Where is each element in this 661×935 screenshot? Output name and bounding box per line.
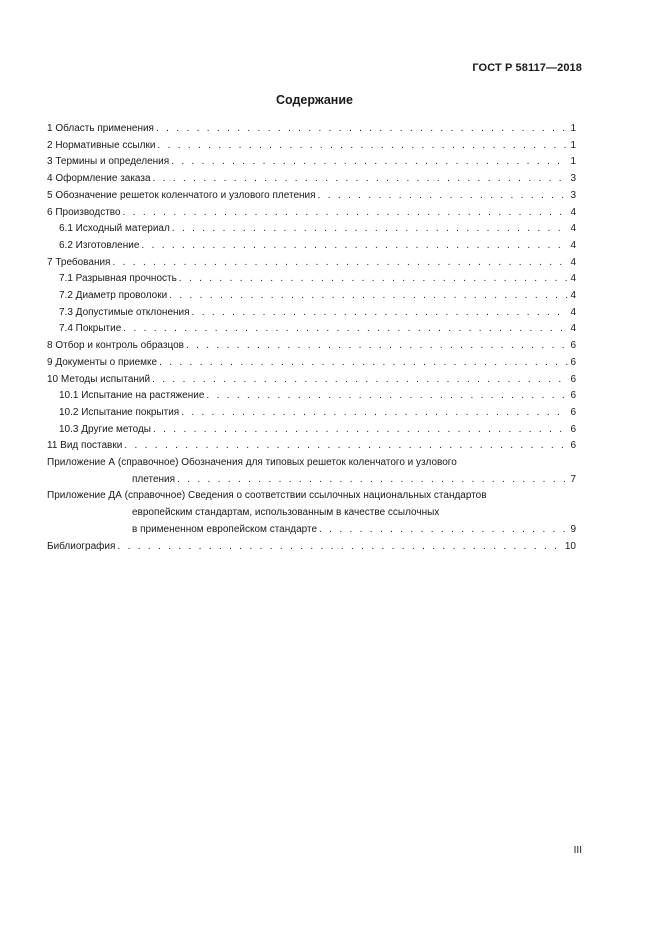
toc-entry-page: 6 — [570, 356, 576, 368]
toc-entry-label: 5 Обозначение решеток коленчатого и узлового плетения — [47, 189, 316, 201]
toc-entry-label: 10.1 Испытание на растяжение — [59, 390, 205, 402]
toc-entry-page: 4 — [570, 290, 576, 302]
toc-entry-label: 10.3 Другие методы — [59, 423, 151, 435]
toc-leader-dots — [319, 522, 568, 539]
toc-leader-dots — [117, 539, 562, 556]
header-standard-code: ГОСТ Р 58117—2018 — [472, 62, 582, 74]
toc-entry-label: Приложение ДА (справочное) Сведения о соответствии ссылочных национальных стандартов — [47, 490, 487, 502]
toc-leader-dots — [179, 271, 569, 288]
toc-entry-page: 4 — [570, 256, 576, 268]
toc-entry-bibliography[interactable] — [47, 539, 576, 556]
toc-entry-page: 7 — [570, 473, 576, 485]
toc-entry-label: 7.3 Допустимые отклонения — [59, 306, 190, 318]
toc-entry-page: 4 — [570, 223, 576, 235]
toc-entry-label: 4 Оформление заказа — [47, 173, 151, 185]
toc-entry[interactable] — [47, 355, 576, 372]
toc-title: Содержание — [275, 93, 353, 107]
toc-entry-label: 8 Отбор и контроль образцов — [47, 340, 184, 352]
toc-entry[interactable] — [47, 372, 576, 389]
toc-leader-dots — [123, 205, 569, 222]
toc-entry[interactable] — [47, 338, 576, 355]
toc-entry-page: 3 — [570, 173, 576, 185]
toc-entry[interactable] — [47, 238, 576, 255]
toc-entry[interactable] — [47, 388, 576, 405]
toc-entry-label: Приложение А (справочное) Обозначения для типовых решеток коленчатого и узлового — [47, 457, 457, 469]
toc-entry-page: 6 — [570, 340, 576, 352]
toc-entry-label: 3 Термины и определения — [47, 156, 170, 168]
toc-entry-label: 7 Требования — [47, 256, 111, 268]
toc-leader-dots — [124, 438, 568, 455]
toc-entry[interactable] — [47, 422, 576, 439]
toc-leader-dots — [177, 472, 568, 489]
toc-leader-dots — [181, 405, 568, 422]
toc-entry[interactable] — [47, 188, 576, 205]
toc-entry[interactable] — [47, 305, 576, 322]
toc-entry-page: 6 — [570, 440, 576, 452]
toc-entry-page: 6 — [570, 406, 576, 418]
toc-entry-page: 1 — [570, 156, 576, 168]
toc-entry-label: 7.1 Разрывная прочность — [59, 273, 177, 285]
toc-entry-label: 9 Документы о приемке — [47, 356, 158, 368]
toc-entry-appendix-a[interactable] — [47, 455, 576, 488]
toc-leader-dots — [141, 238, 568, 255]
toc-entry-label: 6 Производство — [47, 206, 121, 218]
toc-entry-appendix-da[interactable] — [47, 488, 576, 538]
toc-entry-label: 1 Область применения — [47, 123, 154, 134]
toc-entry-page: 3 — [570, 189, 576, 201]
toc-leader-dots — [169, 288, 568, 305]
toc-entry-page: 6 — [570, 373, 576, 385]
toc-entry-page: 4 — [570, 206, 576, 218]
toc-entry[interactable] — [47, 271, 576, 288]
toc-entry-page: 4 — [570, 306, 576, 318]
toc-entry-label: 11 Вид поставки — [47, 440, 123, 452]
toc-entry-label: 2 Нормативные ссылки — [47, 139, 156, 151]
toc-leader-dots — [157, 138, 568, 155]
toc-entry-label: европейским стандартам, использованным в качестве ссылочных — [132, 507, 440, 519]
toc-entry-label: 10.2 Испытание покрытия — [59, 406, 180, 418]
toc-leader-dots — [123, 321, 568, 338]
toc-entry[interactable] — [47, 288, 576, 305]
toc-leader-dots — [159, 355, 568, 372]
toc-entry[interactable] — [47, 154, 576, 171]
toc-entry-label: 6.1 Исходный материал — [59, 223, 170, 235]
toc-entry[interactable] — [47, 255, 576, 272]
toc-entry-label: 7.4 Покрытие — [59, 323, 122, 335]
toc-entry[interactable] — [47, 321, 576, 338]
toc-leader-dots — [153, 171, 569, 188]
table-of-contents — [47, 121, 576, 555]
toc-entry-label: 7.2 Диаметр проволоки — [59, 290, 168, 302]
toc-entry-page: 4 — [570, 323, 576, 335]
toc-leader-dots — [192, 305, 569, 322]
toc-entry-page: 1 — [570, 123, 576, 134]
toc-entry-label: 6.2 Изготовление — [59, 239, 140, 251]
toc-entry[interactable] — [47, 138, 576, 155]
toc-leader-dots — [152, 372, 568, 389]
toc-leader-dots — [156, 121, 568, 138]
toc-entry-label: в примененном европейском стандарте — [132, 523, 318, 535]
toc-entry[interactable] — [47, 171, 576, 188]
toc-entry[interactable] — [47, 205, 576, 222]
page-number: III — [573, 845, 582, 856]
toc-leader-dots — [186, 338, 568, 355]
toc-entry[interactable] — [47, 121, 576, 138]
toc-entry-page: 1 — [570, 139, 576, 151]
toc-entry-label: плетения — [132, 473, 176, 485]
toc-leader-dots — [206, 388, 568, 405]
toc-entry-page: 4 — [570, 239, 576, 251]
toc-entry-page: 9 — [570, 523, 576, 535]
toc-leader-dots — [112, 255, 568, 272]
toc-entry-page: 6 — [570, 423, 576, 435]
toc-entry-page: 10 — [564, 540, 576, 552]
toc-entry-page: 4 — [570, 273, 576, 285]
toc-leader-dots — [153, 422, 568, 439]
toc-leader-dots — [172, 221, 569, 238]
toc-entry[interactable] — [47, 438, 576, 455]
toc-entry[interactable] — [47, 221, 576, 238]
toc-entry[interactable] — [47, 405, 576, 422]
toc-entry-page: 6 — [570, 390, 576, 402]
toc-entry-label: Библиография — [47, 540, 116, 552]
toc-leader-dots — [318, 188, 569, 205]
toc-entry-label: 10 Методы испытаний — [47, 373, 151, 385]
toc-leader-dots — [171, 154, 568, 171]
